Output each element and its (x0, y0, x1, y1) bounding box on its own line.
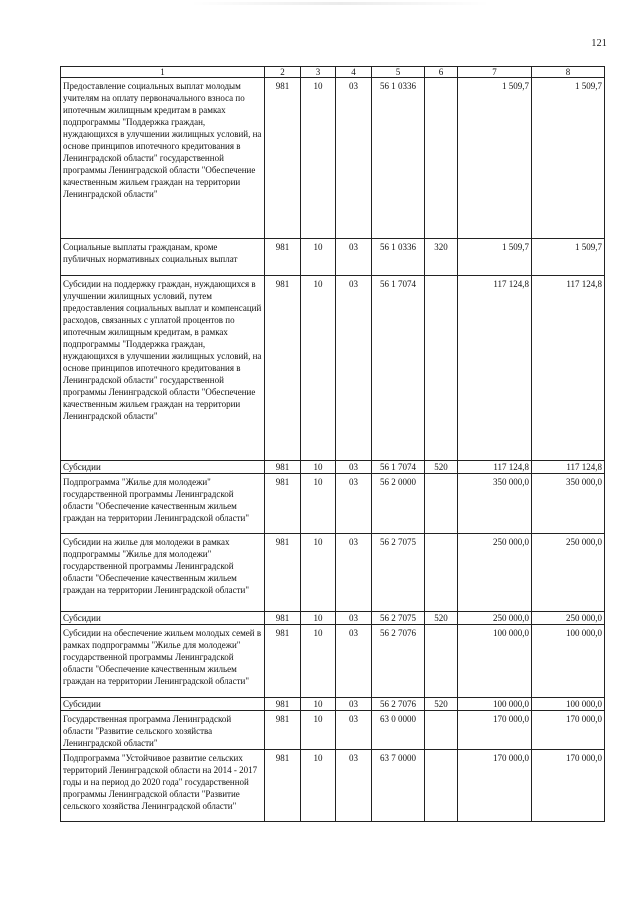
cell-expense-type (425, 534, 458, 612)
row-name: Субсидии (61, 461, 265, 474)
cell-amount-7: 117 124,8 (458, 276, 532, 461)
table-row (61, 78, 605, 239)
cell-subsection: 03 (336, 625, 372, 698)
column-header: 5 (372, 67, 425, 78)
cell-section: 10 (301, 625, 336, 698)
cell-target-article: 56 2 7076 (372, 698, 425, 711)
cell-subsection: 03 (336, 276, 372, 461)
cell-amount-8: 350 000,0 (532, 474, 605, 534)
cell-amount-8: 170 000,0 (532, 711, 605, 750)
row-name: Предоставление социальных выплат молодым учителям на оплату первоначального взноса по ипотечным жилищным кредитам в рамках подпрограммы "Поддержка граждан, нуждающихся в улучшении жилищных условий, на основе принципов ипотечного кредитования в Ленинградской области" государственной программы Ленинградской области "Обеспечение качественным жильем граждан на территории Ленинградской области" (61, 78, 265, 239)
row-name: Субсидии (61, 698, 265, 711)
cell-target-article: 56 2 7075 (372, 612, 425, 625)
cell-subsection: 03 (336, 534, 372, 612)
page-number: 121 (591, 38, 607, 49)
row-name: Субсидии на обеспечение жильем молодых семей в рамках подпрограммы "Жилье для молодежи" государственной программы Ленинградской области "Обеспечение качественным жильем граждан на территории Ленинградской области" (61, 625, 265, 698)
cell-amount-7: 117 124,8 (458, 461, 532, 474)
cell-target-article: 63 0 0000 (372, 711, 425, 750)
cell-target-article: 56 1 0336 (372, 239, 425, 276)
cell-amount-7: 170 000,0 (458, 750, 532, 822)
cell-expense-type: 520 (425, 461, 458, 474)
row-name: Государственная программа Ленинградской области "Развитие сельского хозяйства Ленинградской области" (61, 711, 265, 750)
cell-amount-8: 100 000,0 (532, 698, 605, 711)
cell-admin-code: 981 (265, 698, 301, 711)
column-header: 2 (265, 67, 301, 78)
cell-amount-8: 1 509,7 (532, 78, 605, 239)
cell-target-article: 56 2 7075 (372, 534, 425, 612)
cell-subsection: 03 (336, 239, 372, 276)
cell-amount-7: 350 000,0 (458, 474, 532, 534)
cell-admin-code: 981 (265, 711, 301, 750)
column-header: 7 (458, 67, 532, 78)
cell-amount-7: 250 000,0 (458, 534, 532, 612)
header-row (61, 67, 605, 78)
cell-expense-type (425, 711, 458, 750)
cell-amount-7: 1 509,7 (458, 78, 532, 239)
table-row (61, 698, 605, 711)
cell-admin-code: 981 (265, 239, 301, 276)
cell-amount-7: 100 000,0 (458, 698, 532, 711)
column-header: 3 (301, 67, 336, 78)
cell-expense-type (425, 78, 458, 239)
row-name: Подпрограмма "Устойчивое развитие сельских территорий Ленинградской области на 2014 - 2017 годы и на период до 2020 года" государственной программы Ленинградской области "Развитие сельского хозяйства Ленинградской области" (61, 750, 265, 822)
table-row (61, 474, 605, 534)
table-row (61, 612, 605, 625)
table-row (61, 625, 605, 698)
row-name: Субсидии (61, 612, 265, 625)
cell-amount-8: 1 509,7 (532, 239, 605, 276)
cell-section: 10 (301, 711, 336, 750)
cell-section: 10 (301, 612, 336, 625)
cell-admin-code: 981 (265, 461, 301, 474)
cell-subsection: 03 (336, 612, 372, 625)
cell-admin-code: 981 (265, 276, 301, 461)
cell-amount-8: 117 124,8 (532, 461, 605, 474)
cell-admin-code: 981 (265, 474, 301, 534)
row-name: Подпрограмма "Жилье для молодежи" государственной программы Ленинградской области "Обеспечение качественным жильем граждан на территории Ленинградской области" (61, 474, 265, 534)
table-row (61, 534, 605, 612)
column-header: 4 (336, 67, 372, 78)
cell-expense-type (425, 276, 458, 461)
cell-amount-8: 100 000,0 (532, 625, 605, 698)
cell-admin-code: 981 (265, 612, 301, 625)
cell-target-article: 56 2 7076 (372, 625, 425, 698)
cell-section: 10 (301, 534, 336, 612)
cell-admin-code: 981 (265, 750, 301, 822)
cell-expense-type (425, 474, 458, 534)
cell-target-article: 56 2 0000 (372, 474, 425, 534)
cell-amount-8: 117 124,8 (532, 276, 605, 461)
cell-subsection: 03 (336, 461, 372, 474)
row-name: Субсидии на поддержку граждан, нуждающихся в улучшении жилищных условий, путем предоставления социальных выплат и компенсаций расходов, связанных с уплатой процентов по ипотечным жилищным кредитам, в рамках подпрограммы "Поддержка граждан, нуждающихся в улучшении жилищных условий, на основе принципов ипотечного кредитования в Ленинградской области" государственной программы Ленинградской области "Обеспечение качественным жильем граждан на территории Ленинградской области" (61, 276, 265, 461)
cell-subsection: 03 (336, 698, 372, 711)
cell-section: 10 (301, 750, 336, 822)
cell-subsection: 03 (336, 78, 372, 239)
cell-amount-8: 250 000,0 (532, 612, 605, 625)
cell-amount-7: 170 000,0 (458, 711, 532, 750)
scan-artifact (190, 2, 490, 5)
cell-target-article: 56 1 0336 (372, 78, 425, 239)
column-header: 8 (532, 67, 605, 78)
cell-expense-type (425, 750, 458, 822)
cell-subsection: 03 (336, 750, 372, 822)
cell-expense-type (425, 625, 458, 698)
cell-amount-7: 100 000,0 (458, 625, 532, 698)
cell-section: 10 (301, 474, 336, 534)
row-name: Социальные выплаты гражданам, кроме публичных нормативных социальных выплат (61, 239, 265, 276)
table-row (61, 750, 605, 822)
table-row (61, 239, 605, 276)
cell-admin-code: 981 (265, 625, 301, 698)
table-row (61, 711, 605, 750)
column-header: 1 (61, 67, 265, 78)
cell-subsection: 03 (336, 474, 372, 534)
table-row (61, 461, 605, 474)
cell-admin-code: 981 (265, 78, 301, 239)
cell-section: 10 (301, 276, 336, 461)
cell-section: 10 (301, 461, 336, 474)
budget-table (60, 66, 605, 822)
cell-admin-code: 981 (265, 534, 301, 612)
cell-section: 10 (301, 698, 336, 711)
column-header: 6 (425, 67, 458, 78)
cell-amount-7: 1 509,7 (458, 239, 532, 276)
cell-target-article: 56 1 7074 (372, 276, 425, 461)
cell-amount-8: 170 000,0 (532, 750, 605, 822)
cell-expense-type: 520 (425, 698, 458, 711)
cell-expense-type: 520 (425, 612, 458, 625)
row-name: Субсидии на жилье для молодежи в рамках подпрограммы "Жилье для молодежи" государственной программы Ленинградской области "Обеспечение качественным жильем граждан на территории Ленинградской области" (61, 534, 265, 612)
cell-amount-8: 250 000,0 (532, 534, 605, 612)
cell-section: 10 (301, 239, 336, 276)
cell-section: 10 (301, 78, 336, 239)
cell-target-article: 56 1 7074 (372, 461, 425, 474)
cell-subsection: 03 (336, 711, 372, 750)
cell-expense-type: 320 (425, 239, 458, 276)
cell-target-article: 63 7 0000 (372, 750, 425, 822)
table-row (61, 276, 605, 461)
cell-amount-7: 250 000,0 (458, 612, 532, 625)
